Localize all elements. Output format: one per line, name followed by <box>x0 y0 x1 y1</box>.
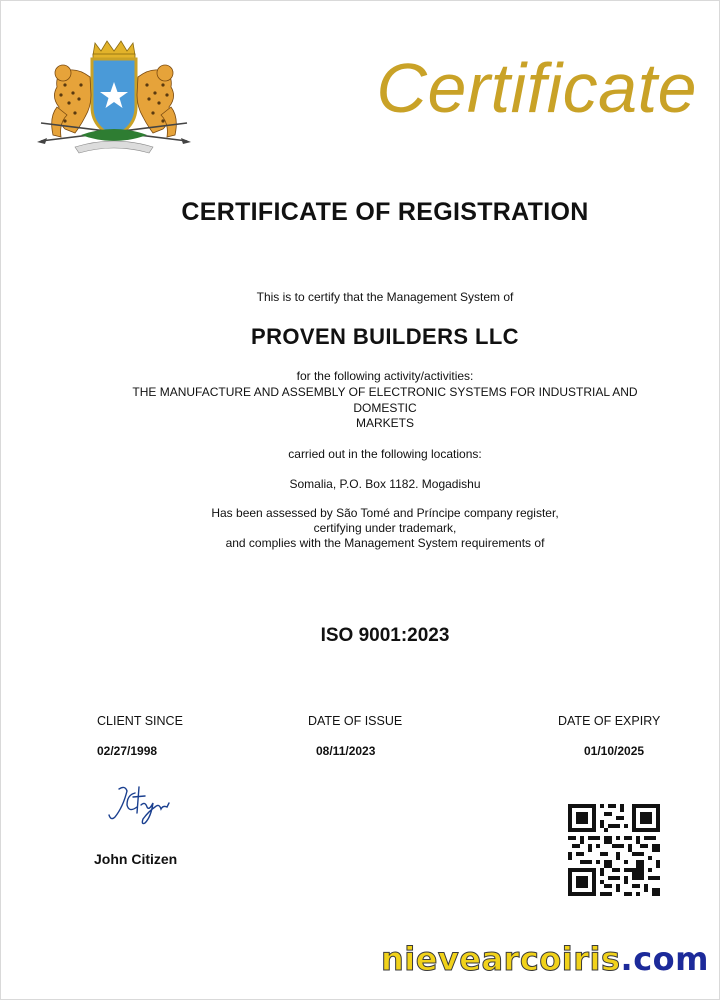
assessed-line-2: certifying under trademark, <box>313 521 457 535</box>
activity-line-1: THE MANUFACTURE AND ASSEMBLY OF ELECTRONIC SYSTEMS FOR INDUSTRIAL AND <box>132 385 638 399</box>
date-of-issue-value: 08/11/2023 <box>316 744 376 758</box>
activity-line-2: DOMESTIC <box>353 401 417 415</box>
signer-name: John Citizen <box>94 851 178 867</box>
watermark <box>380 940 709 978</box>
assessed-line-3: and complies with the Management System requirements of <box>225 536 545 550</box>
activity-line-3: MARKETS <box>355 416 414 430</box>
handwritten-signature <box>105 783 177 827</box>
iso-standard: ISO 9001:2023 <box>320 625 450 646</box>
client-since-label: CLIENT SINCE <box>97 714 183 728</box>
locations-intro: carried out in the following locations: <box>288 447 482 461</box>
certificate-heading-word: Certificate <box>376 49 697 127</box>
watermark-domain: .com <box>620 940 709 978</box>
client-since-value: 02/27/1998 <box>97 744 158 758</box>
date-of-expiry-label: DATE OF EXPIRY <box>558 714 661 728</box>
location: Somalia, P.O. Box 1182. Mogadishu <box>289 477 481 491</box>
watermark-name: nievearcoiris <box>380 940 621 978</box>
activity-intro: for the following activity/activities: <box>296 369 474 383</box>
coat-of-arms-emblem <box>35 37 193 161</box>
date-of-expiry-value: 01/10/2025 <box>584 744 645 758</box>
company-name: PROVEN BUILDERS LLC <box>251 324 519 349</box>
date-of-issue-label: DATE OF ISSUE <box>308 714 403 728</box>
certificate-title: CERTIFICATE OF REGISTRATION <box>181 198 589 226</box>
certify-line: This is to certify that the Management System of <box>256 290 514 304</box>
qr-code <box>568 804 660 896</box>
assessed-line-1: Has been assessed by São Tomé and Príncipe company register, <box>211 506 559 520</box>
